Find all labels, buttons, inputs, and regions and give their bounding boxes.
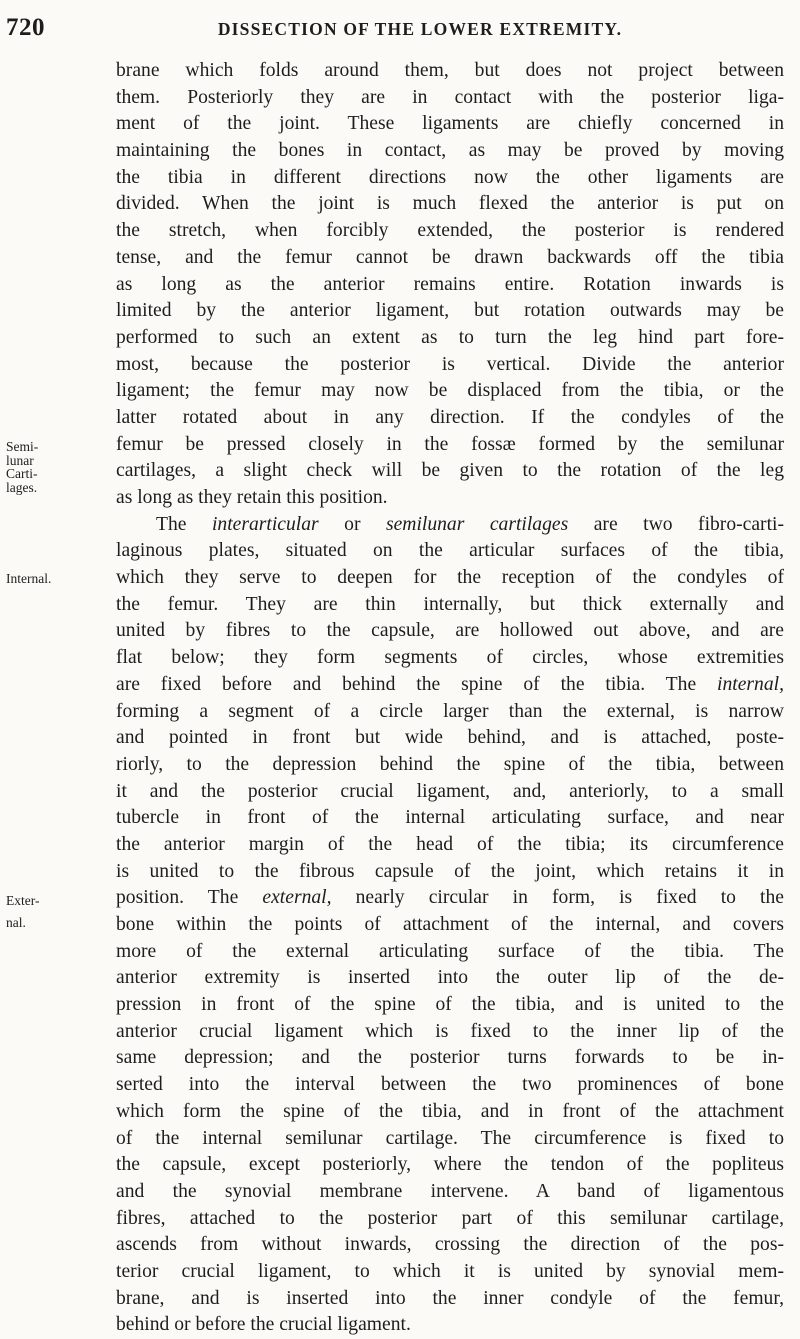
text-line: bone within the points of attachment of the internal, and covers (116, 914, 784, 935)
text-line: serted into the interval between the two prominences of bone (116, 1074, 784, 1096)
text-line: forming a segment of a circle larger than the external, is narrow (116, 700, 784, 722)
text-span: or (318, 513, 386, 535)
text-line: ligament; the femur may now be displaced from the tibia, or the (116, 380, 784, 402)
page-header (0, 0, 800, 50)
text-span: are fixed before and behind the spine of the tibia. The (116, 673, 718, 695)
running-head: DISSECTION OF THE LOWER EXTREMITY. (217, 19, 623, 39)
margin-note-external (6, 894, 110, 929)
text-line (116, 672, 784, 699)
page-number: 720 (6, 14, 45, 41)
text-line: tubercle in front of the internal articulating surface, and near (116, 807, 784, 829)
text-line: anterior crucial ligament which is fixed to the inner lip of the (116, 1020, 784, 1042)
text-span: nearly circular in form, is fixed to the (331, 887, 784, 909)
paragraph-1 (116, 58, 784, 512)
margin-note-internal (6, 572, 110, 586)
text-line: more of the external articulating surface of the tibia. The (116, 940, 784, 962)
text-line: the tibia in different directions now the other ligaments are (116, 166, 784, 188)
text-line: the capsule, except posteriorly, where the tendon of the popliteus (116, 1154, 784, 1176)
text-line: riorly, to the depression behind the spine of the tibia, between (116, 753, 784, 775)
text-line: femur be pressed closely in the fossæ formed by the semilunar (116, 433, 784, 455)
margin-note-line: lages. (6, 479, 38, 495)
paragraph-2 (116, 512, 784, 1339)
text-line: brane, and is inserted into the inner condyle of the femur, (116, 1287, 784, 1309)
text-line: which form the spine of the tibia, and in front of the attachment (116, 1100, 784, 1122)
text-line: pression in front of the spine of the tibia, and is united to the (116, 994, 784, 1016)
text-line: same depression; and the posterior turns forwards to be in- (116, 1047, 784, 1069)
text-line: terior crucial ligament, to which it is united by synovial mem- (116, 1260, 784, 1282)
text-line (116, 512, 784, 539)
text-span: position. The (116, 887, 263, 909)
text-line: and pointed in front but wide behind, and is attached, poste- (116, 727, 784, 749)
text-line: tense, and the femur cannot be drawn backwards off the tibia (116, 246, 784, 268)
term-semilunar-cartilages: semilunar cartilages (385, 513, 569, 535)
margin-note-line: nal. (6, 914, 26, 930)
text-line: performed to such an extent as to turn the leg hind part fore- (116, 326, 784, 348)
text-span: The (156, 513, 212, 535)
text-line: maintaining the bones in contact, as may be proved by moving (116, 140, 784, 162)
text-line: latter rotated about in any direction. If the condyles of the (116, 406, 784, 428)
text-line: united by fibres to the capsule, are hollowed out above, and are (116, 620, 784, 642)
text-line: as long as they retain this position. (116, 487, 388, 508)
text-line: cartilages, a slight check will be given to the rotation of the leg (116, 460, 784, 482)
text-line: and the synovial membrane intervene. A band of ligamentous (116, 1180, 784, 1202)
body-text (116, 58, 784, 1339)
text-line: brane which folds around them, but does not project between (116, 60, 784, 81)
text-line: ascends from without inwards, crossing the direction of the pos- (116, 1234, 784, 1256)
margin-note-line: lunar (6, 452, 34, 468)
margin-note-line: Internal. (6, 571, 52, 586)
margin-note-line: Exter- (6, 893, 40, 908)
text-line: as long as the anterior remains entire. Rotation inwards is (116, 273, 784, 295)
text-line: the femur. They are thin internally, but thick externally and (116, 593, 784, 615)
margin-note-semilunar (6, 440, 110, 494)
text-line: most, because the posterior is vertical. Divide the anterior (116, 353, 784, 375)
text-line: limited by the anterior ligament, but rotation outwards may be (116, 300, 784, 322)
text-line: ment of the joint. These ligaments are chiefly concerned in (116, 113, 784, 135)
term-internal: internal, (717, 673, 784, 695)
text-line (116, 885, 784, 912)
term-interarticular: interarticular (211, 513, 319, 535)
text-span: are two fibro-carti- (568, 513, 784, 535)
text-line: laginous plates, situated on the articular surfaces of the tibia, (116, 540, 784, 562)
text-line: is united to the fibrous capsule of the joint, which retains it in (116, 860, 784, 882)
text-line: the anterior margin of the head of the tibia; its circumference (116, 833, 784, 855)
margin-note-line: Semi- (6, 439, 39, 454)
text-line: flat below; they form segments of circles, whose extremities (116, 647, 784, 669)
text-line: fibres, attached to the posterior part of this semilunar cartilage, (116, 1207, 784, 1229)
term-external: external, (262, 887, 332, 909)
margin-note-line: Carti- (6, 466, 38, 481)
text-line: it and the posterior crucial ligament, and, anteriorly, to a small (116, 780, 784, 802)
text-line: anterior extremity is inserted into the outer lip of the de- (116, 967, 784, 989)
text-line: them. Posteriorly they are in contact with the posterior liga- (116, 86, 784, 108)
text-line: divided. When the joint is much flexed the anterior is put on (116, 193, 784, 215)
text-line: of the internal semilunar cartilage. The circumference is fixed to (116, 1127, 784, 1149)
text-line: which they serve to deepen for the reception of the condyles of (116, 567, 784, 589)
text-line: behind or before the crucial ligament. (116, 1314, 411, 1336)
text-line: the stretch, when forcibly extended, the posterior is rendered (116, 220, 784, 242)
